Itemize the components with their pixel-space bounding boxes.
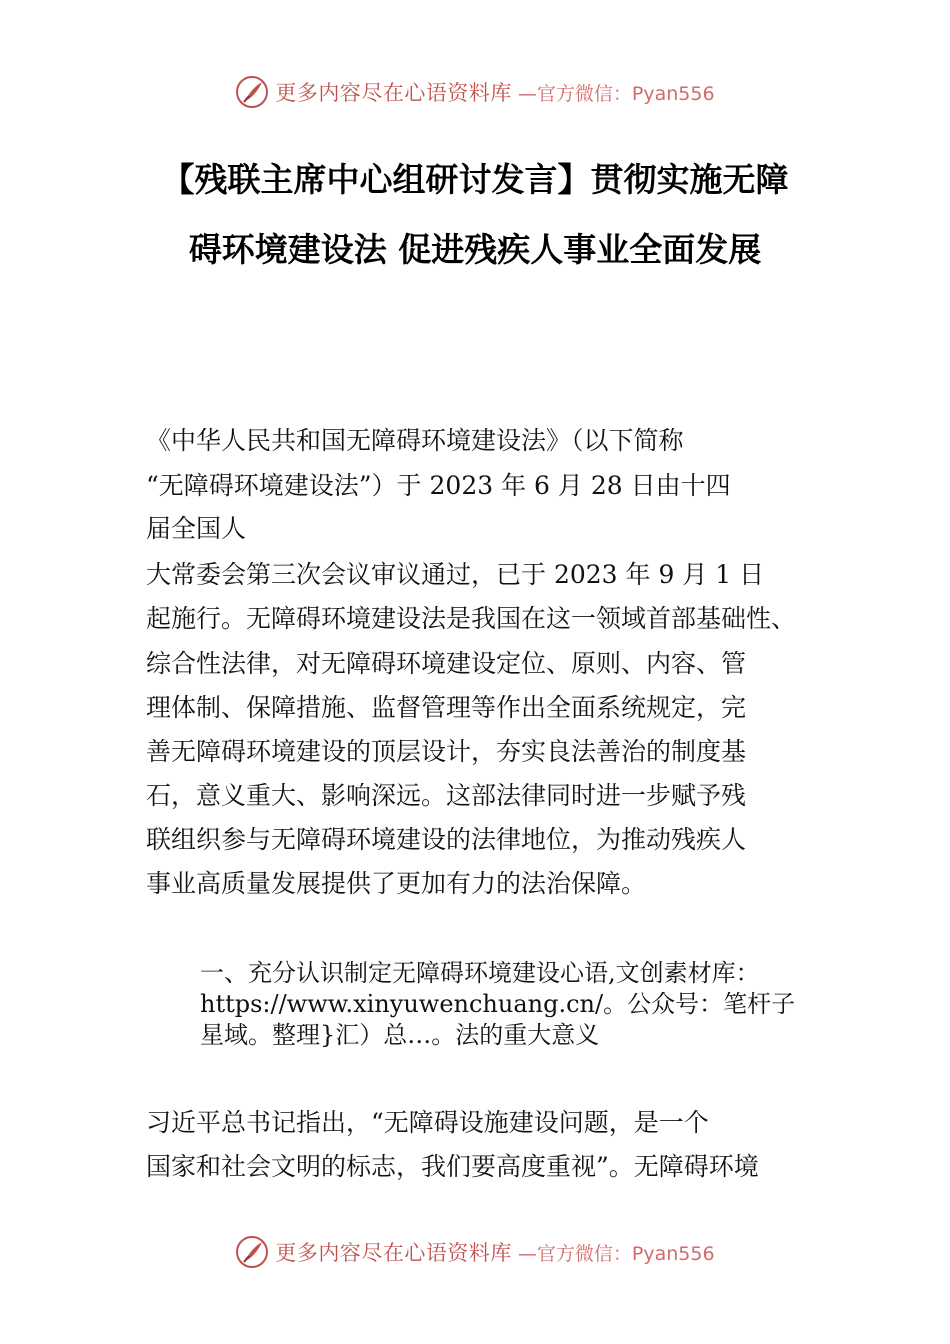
paragraph-line: 综合性法律，对无障碍环境建设定位、原则、内容、管 [146,649,747,678]
page-title-line-1: 【残联主席中心组研讨发言】贯彻实施无障 [161,160,789,199]
banner-contact-text: —官方微信：Pyan556 [517,1242,715,1265]
paragraph-line: 《中华人民共和国无障碍环境建设法》（以下简称 [146,426,684,455]
banner-brand-text: 更多内容尽在心语资料库 [275,81,512,105]
paragraph-line: 事业高质量发展提供了更加有力的法治保障。 [146,869,647,898]
banner-brand-text: 更多内容尽在心语资料库 [275,1241,512,1265]
paragraph-line: 联组织参与无障碍环境建设的法律地位，为推动残疾人 [146,825,747,854]
page-title-line-2: 碍环境建设法 促进残疾人事业全面发展 [188,230,762,269]
section-heading-line: 一、充分认识制定无障碍环境建设心语,文创素材库： [200,959,760,987]
paragraph-line: “无障碍环境建设法”）于 2023 年 6 月 28 日由十四 [146,471,731,500]
paragraph-line: 善无障碍环境建设的顶层设计，夯实良法善治的制度基 [146,737,747,766]
paragraph-line: 理体制、保障措施、监督管理等作出全面系统规定，完 [146,693,747,722]
paragraph-line: 届全国人 [146,514,247,543]
section-heading-line: https://www.xinyuwenchuang.cn/。公众号：笔杆子 [200,990,796,1018]
section-heading-line: 星域。整理}汇）总…。法的重大意义 [200,1021,600,1049]
banner-contact-text: —官方微信：Pyan556 [517,82,715,105]
footer-banner [0,1232,950,1272]
quill-logo-icon [235,75,269,109]
paragraph-line: 起施行。无障碍环境建设法是我国在这一领域首部基础性、 [146,604,797,633]
paragraph-line: 石，意义重大、影响深远。这部法律同时进一步赋予残 [146,781,747,810]
paragraph-line: 习近平总书记指出，“无障碍设施建设问题，是一个 [146,1108,709,1137]
header-banner [0,72,950,112]
paragraph-line: 大常委会第三次会议审议通过，已于 2023 年 9 月 1 日 [146,560,765,589]
quill-logo-icon [235,1235,269,1269]
paragraph-line: 国家和社会文明的标志，我们要高度重视”。无障碍环境 [146,1152,759,1181]
